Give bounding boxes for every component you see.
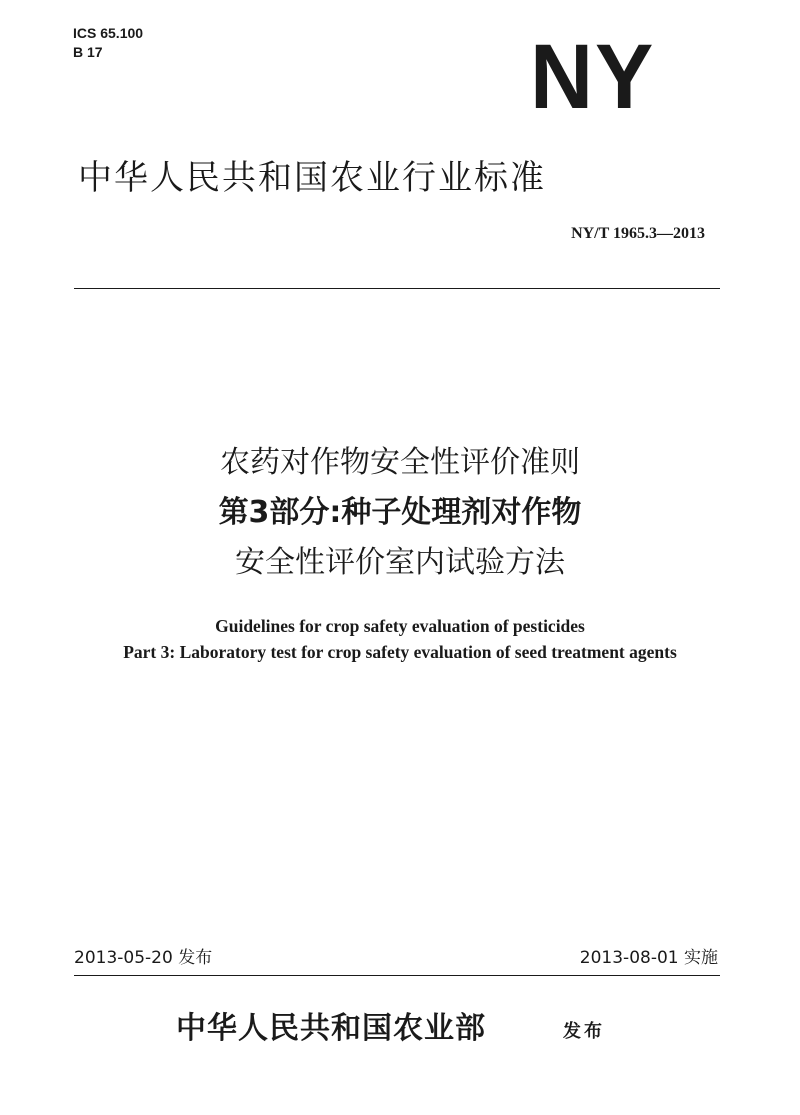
ny-logo: NY <box>530 26 656 128</box>
en-title-line-2: Part 3: Laboratory test for crop safety evaluation of seed treatment agents <box>123 642 677 662</box>
issue-date: 2013-05-20 发布 <box>74 948 213 968</box>
top-divider <box>74 288 720 289</box>
standard-number: NY/T 1965.3—2013 <box>571 225 705 242</box>
en-title-line-1: Guidelines for crop safety evaluation of pesticides <box>215 616 585 636</box>
issuing-authority-suffix: 发布 <box>563 1021 605 1042</box>
standard-category-title: 中华人民共和国农业行业标准 <box>78 158 546 198</box>
ccs-code: B 17 <box>73 44 103 60</box>
issuing-authority: 中华人民共和国农业部 <box>176 1011 486 1046</box>
bottom-divider <box>74 975 720 976</box>
cn-title-line-3: 安全性评价室内试验方法 <box>235 545 565 580</box>
cn-title-line-2: 第3部分:种子处理剂对作物 <box>218 495 582 530</box>
cn-title-line-1: 农药对作物安全性评价准则 <box>220 445 580 480</box>
implementation-date: 2013-08-01 实施 <box>579 948 718 968</box>
ics-code: ICS 65.100 <box>73 25 144 41</box>
